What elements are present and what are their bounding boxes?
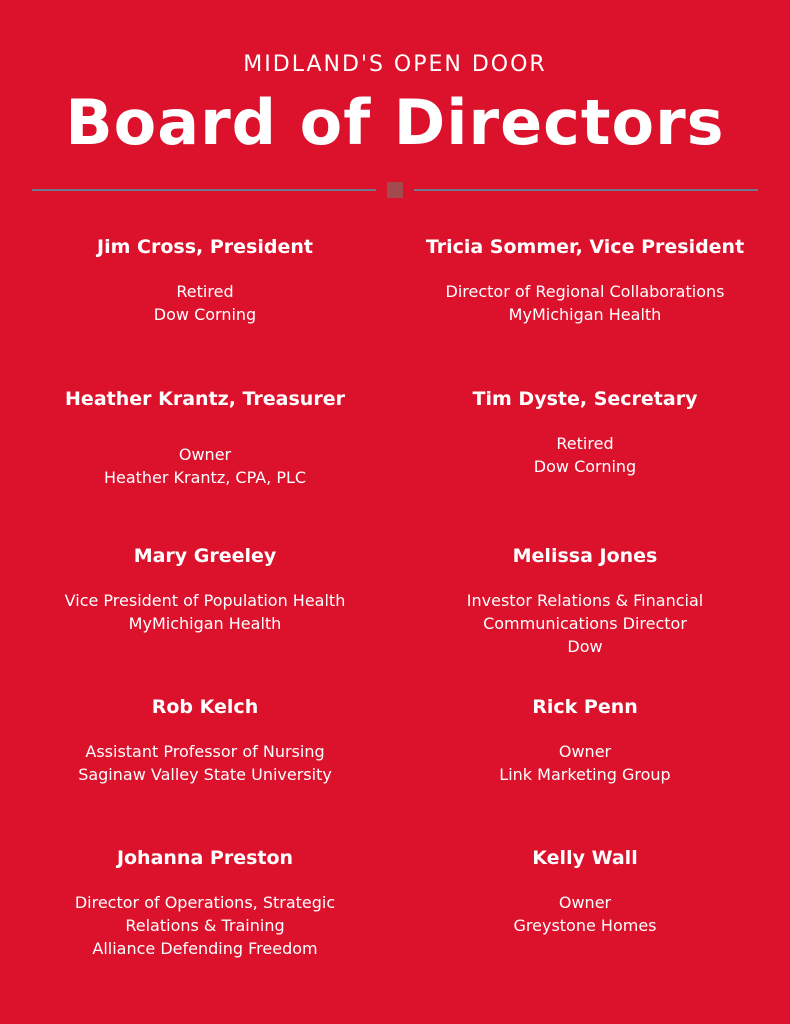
- member-jim-cross: [15, 234, 395, 326]
- org-name: MIDLAND'S OPEN DOOR: [243, 52, 547, 77]
- role-line: Vice President of Population Health: [64, 591, 346, 610]
- role-line: MyMichigan Health: [508, 305, 662, 324]
- role-line: Owner: [558, 893, 612, 912]
- member-name: Rick Penn: [532, 696, 638, 718]
- divider-line-right: [414, 189, 758, 191]
- member-role: [395, 280, 775, 326]
- role-line: Relations & Training: [125, 916, 285, 935]
- role-line: Retired: [176, 282, 234, 301]
- member-name: Tim Dyste, Secretary: [472, 388, 698, 410]
- role-line: Assistant Professor of Nursing: [85, 742, 325, 761]
- member-role: [395, 740, 775, 786]
- member-tricia-sommer: [395, 234, 775, 326]
- member-role: [15, 589, 395, 635]
- member-role: [395, 432, 775, 478]
- role-line: Dow Corning: [533, 457, 637, 476]
- role-line: Alliance Defending Freedom: [92, 939, 318, 958]
- role-line: Dow: [567, 637, 603, 656]
- member-role: [15, 443, 395, 489]
- role-line: MyMichigan Health: [128, 614, 282, 633]
- member-role: [15, 740, 395, 786]
- member-rob-kelch: [15, 694, 395, 786]
- member-name: Johanna Preston: [116, 847, 294, 869]
- role-line: Retired: [556, 434, 614, 453]
- role-line: Communications Director: [483, 614, 687, 633]
- member-name: Rob Kelch: [151, 696, 259, 718]
- role-line: Investor Relations & Financial: [466, 591, 704, 610]
- member-rick-penn: [395, 694, 775, 786]
- role-line: Link Marketing Group: [499, 765, 671, 784]
- member-kelly-wall: [395, 845, 775, 937]
- role-line: Dow Corning: [153, 305, 257, 324]
- member-role: [395, 589, 775, 658]
- role-line: Heather Krantz, CPA, PLC: [103, 468, 307, 487]
- member-name: Heather Krantz, Treasurer: [65, 388, 345, 410]
- role-line: Owner: [178, 445, 232, 464]
- member-tim-dyste: [395, 386, 775, 478]
- divider-line-left: [32, 189, 376, 191]
- role-line: Director of Regional Collaborations: [445, 282, 725, 301]
- role-line: Saginaw Valley State University: [78, 765, 332, 784]
- member-heather-krantz: [15, 386, 395, 489]
- member-mary-greeley: [15, 543, 395, 635]
- header-divider: [32, 181, 758, 199]
- member-melissa-jones: [395, 543, 775, 658]
- role-line: Owner: [558, 742, 612, 761]
- member-name: Kelly Wall: [532, 847, 638, 869]
- member-role: [395, 891, 775, 937]
- member-name: Melissa Jones: [512, 545, 658, 567]
- member-johanna-preston: [15, 845, 395, 960]
- divider-square-icon: [387, 182, 403, 198]
- member-role: [15, 280, 395, 326]
- role-line: Director of Operations, Strategic: [74, 893, 336, 912]
- page-title: Board of Directors: [65, 86, 725, 159]
- member-name: Tricia Sommer, Vice President: [425, 236, 745, 258]
- member-name: Jim Cross, President: [97, 236, 313, 258]
- role-line: Greystone Homes: [513, 916, 657, 935]
- member-name: Mary Greeley: [133, 545, 277, 567]
- member-role: [15, 891, 395, 960]
